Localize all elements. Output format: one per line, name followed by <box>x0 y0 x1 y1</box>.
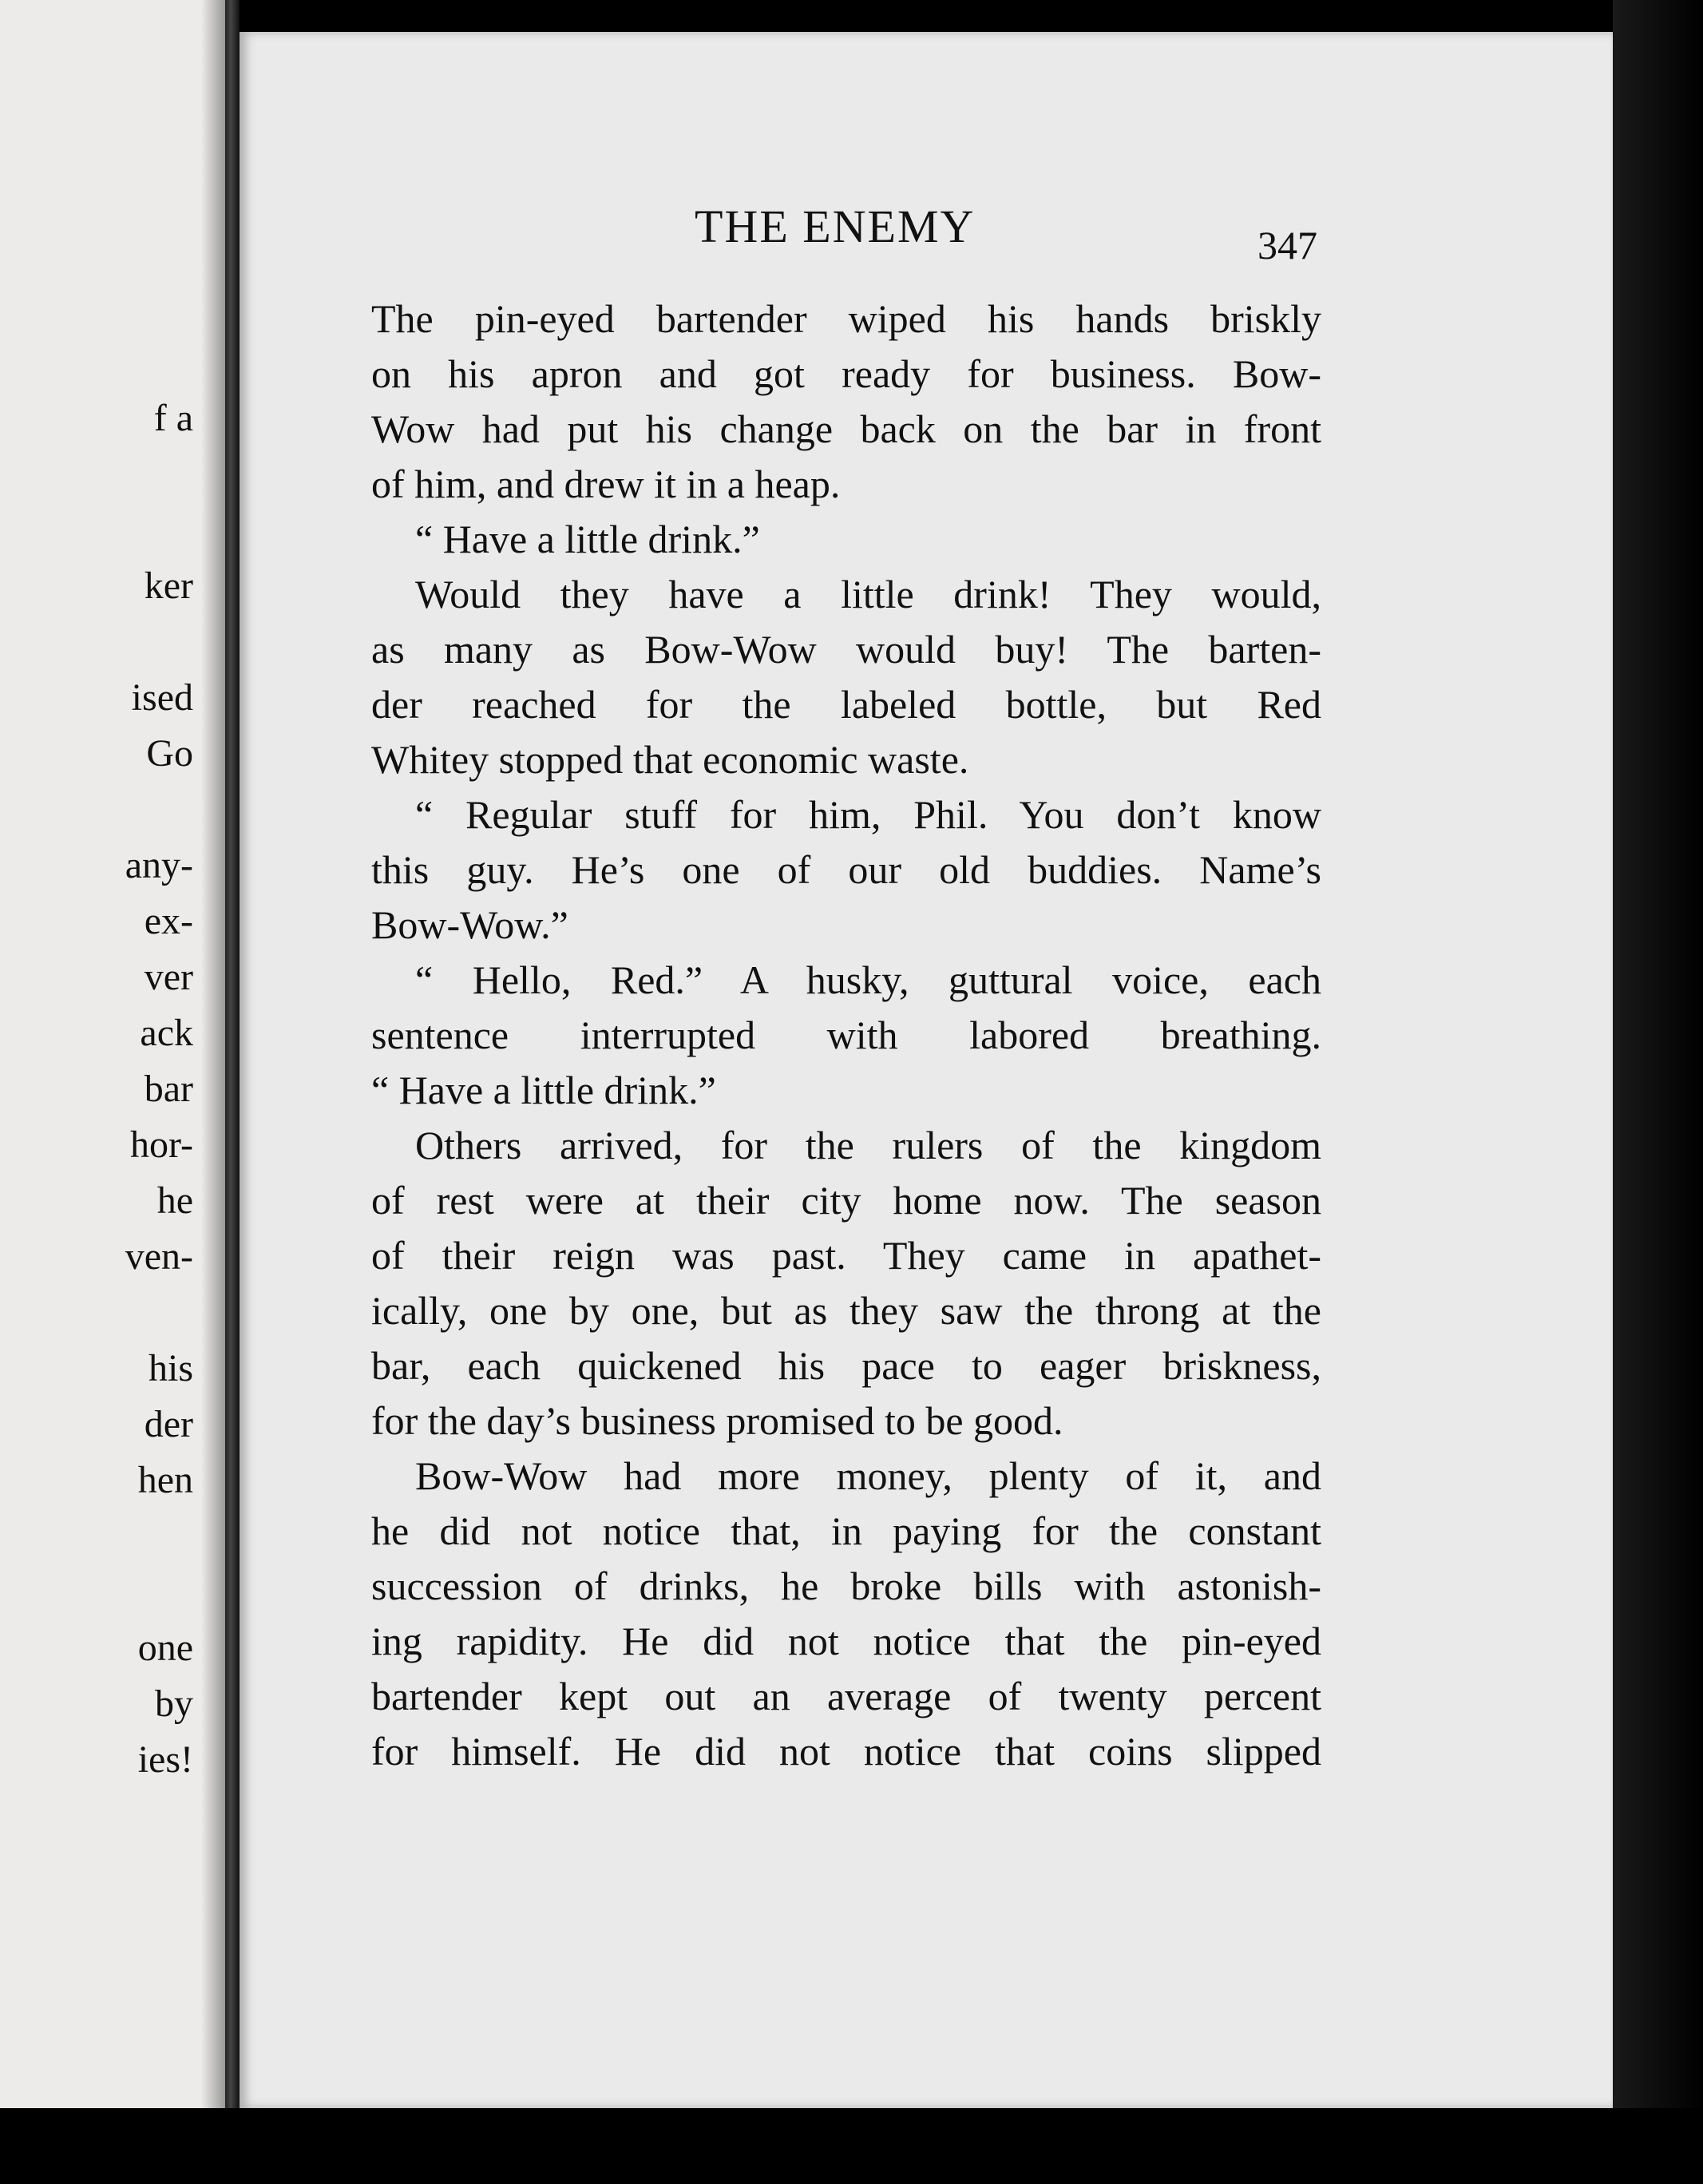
page-header <box>240 200 1613 268</box>
left-text-fragment: bar <box>144 1068 193 1110</box>
text-line: he did not notice that, in paying for the constant <box>371 1508 1321 1553</box>
text-line: Bow-Wow had more money, plenty of it, and <box>415 1453 1321 1498</box>
previous-page-fragment <box>0 0 225 2108</box>
left-text-fragment: one <box>137 1627 193 1669</box>
left-text-fragment: ack <box>140 1012 193 1054</box>
text-line: ing rapidity. He did not notice that the pin-eyed <box>371 1619 1321 1663</box>
left-text-fragment: ies! <box>137 1738 193 1781</box>
text-line: this guy. He’s one of our old buddies. Name’s <box>371 847 1321 892</box>
text-line: bartender kept out an average of twenty percent <box>371 1674 1321 1718</box>
left-text-fragment: his <box>148 1347 193 1389</box>
left-text-fragment: any- <box>125 844 193 886</box>
left-text-fragment: ised <box>131 676 193 719</box>
text-line: Others arrived, for the rulers of the kingdom <box>415 1123 1321 1167</box>
running-title: THE ENEMY <box>695 200 976 252</box>
text-line: Whitey stopped that economic waste. <box>371 737 969 782</box>
text-line: Bow-Wow.” <box>371 902 568 947</box>
left-text-fragment: ven- <box>125 1235 193 1278</box>
text-line: of their reign was past. They came in apathet- <box>371 1233 1321 1278</box>
left-text-fragment: ker <box>144 565 193 607</box>
left-text-fragment: he <box>156 1179 193 1222</box>
text-line: “ Have a little drink.” <box>415 517 760 561</box>
page-347 <box>240 32 1613 2108</box>
scan-right-edge <box>1613 0 1703 2184</box>
left-text-fragment: by <box>155 1683 193 1725</box>
text-line: for the day’s business promised to be good. <box>371 1398 1063 1443</box>
text-line: sentence interrupted with labored breathing. <box>371 1013 1321 1057</box>
left-text-fragment: ex- <box>144 900 193 942</box>
text-line: ically, one by one, but as they saw the throng at the <box>371 1288 1321 1333</box>
text-line: der reached for the labeled bottle, but Red <box>371 682 1321 727</box>
text-line: “ Hello, Red.” A husky, guttural voice, each <box>415 957 1321 1002</box>
text-line: of rest were at their city home now. The season <box>371 1178 1321 1223</box>
left-text-fragment: hor- <box>129 1124 193 1166</box>
text-line: as many as Bow-Wow would buy! The barten- <box>371 627 1321 672</box>
left-text-fragment: f a <box>153 397 193 439</box>
text-line: “ Regular stuff for him, Phil. You don’t know <box>415 792 1321 837</box>
left-text-fragment: der <box>144 1403 193 1445</box>
left-text-fragment: hen <box>137 1459 193 1501</box>
text-line: Would they have a little drink! They would, <box>415 572 1321 616</box>
left-text-fragment: ver <box>144 956 193 998</box>
scan-bottom-edge <box>0 2108 1703 2184</box>
page-number: 347 <box>1257 223 1317 268</box>
gutter-shadow <box>201 0 225 2108</box>
book-spine <box>225 0 240 2108</box>
text-line: for himself. He did not notice that coins slipped <box>371 1729 1321 1774</box>
text-line: “ Have a little drink.” <box>371 1068 716 1112</box>
text-line: of him, and drew it in a heap. <box>371 462 841 506</box>
text-line: succession of drinks, he broke bills with astonish- <box>371 1564 1321 1608</box>
left-text-fragment: Go <box>146 732 193 775</box>
body-text <box>371 291 1321 1779</box>
text-line: on his apron and got ready for business. Bow- <box>371 351 1321 396</box>
text-line: The pin-eyed bartender wiped his hands briskly <box>371 296 1321 341</box>
text-line: bar, each quickened his pace to eager briskness, <box>371 1343 1321 1388</box>
text-line: Wow had put his change back on the bar in front <box>371 406 1321 451</box>
